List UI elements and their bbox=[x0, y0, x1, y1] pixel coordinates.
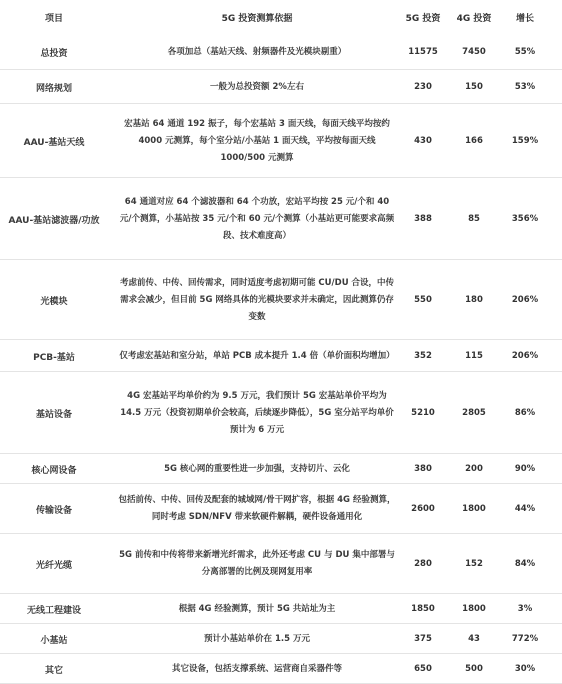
table-row bbox=[0, 178, 562, 260]
row-4g-investment: 152 bbox=[465, 559, 483, 569]
row-5g-investment: 230 bbox=[414, 82, 432, 92]
header-4g: 4G 投资 bbox=[456, 13, 492, 24]
table-header bbox=[0, 0, 562, 34]
row-basis: 包括前传、中传、回传及配套的城域网/骨干网扩容，根据 4G 经验测算，同时考虑 SDN/NFV 带来软硬件解耦，硬件设备通用化 bbox=[118, 495, 396, 522]
row-growth: 30% bbox=[514, 664, 536, 674]
row-item: AAU-基站天线 bbox=[23, 137, 85, 148]
row-basis: 64 通道对应 64 个滤波器和 64 个功放，宏站平均按 25 元/个和 40 元/个测算，小基站按 35 元/个和 60 元/个测算（小基站更可能要求高频段、技术难度高） bbox=[119, 196, 395, 241]
row-5g-investment: 430 bbox=[414, 136, 432, 146]
row-growth: 772% bbox=[511, 634, 539, 644]
row-5g-investment: 650 bbox=[414, 664, 432, 674]
header-basis: 5G 投资测算依据 bbox=[221, 13, 293, 24]
table-row bbox=[0, 454, 562, 484]
row-5g-investment: 550 bbox=[414, 295, 432, 305]
row-growth: 84% bbox=[514, 559, 536, 569]
row-item: 光纤光缆 bbox=[35, 560, 72, 571]
row-item: 传输设备 bbox=[35, 505, 72, 516]
row-4g-investment: 180 bbox=[465, 295, 483, 305]
row-4g-investment: 200 bbox=[465, 464, 483, 474]
row-growth: 44% bbox=[514, 504, 536, 514]
row-growth: 206% bbox=[511, 351, 539, 361]
row-4g-investment: 500 bbox=[465, 664, 483, 674]
row-item: 核心网设备 bbox=[31, 465, 77, 476]
table-row bbox=[0, 70, 562, 104]
row-5g-investment: 5210 bbox=[411, 408, 435, 418]
row-basis: 宏基站 64 通道 192 振子，每个宏基站 3 面天线，每面天线平均按约 4000 元测算，每个室分站/小基站 1 面天线，平均按每面天线 1000/500 元测算 bbox=[124, 118, 390, 163]
row-item: AAU-基站滤波器/功放 bbox=[8, 215, 100, 226]
row-item: 总投资 bbox=[40, 48, 68, 59]
row-growth: 86% bbox=[514, 408, 536, 418]
row-5g-investment: 2600 bbox=[411, 504, 435, 514]
row-basis: 仅考虑宏基站和室分站，单站 PCB 成本提升 1.4 倍（单价面积均增加） bbox=[119, 350, 395, 361]
row-item: 其它 bbox=[44, 665, 63, 676]
row-5g-investment: 280 bbox=[414, 559, 432, 569]
row-basis: 一般为总投资额 2%左右 bbox=[210, 81, 304, 92]
table-row bbox=[0, 104, 562, 178]
table-row bbox=[0, 260, 562, 340]
table-row bbox=[0, 534, 562, 594]
row-growth: 55% bbox=[514, 47, 536, 57]
table-row bbox=[0, 594, 562, 624]
row-5g-investment: 388 bbox=[414, 214, 432, 224]
row-4g-investment: 115 bbox=[465, 351, 483, 361]
row-4g-investment: 1800 bbox=[462, 504, 486, 514]
row-item: 基站设备 bbox=[35, 409, 72, 420]
row-basis: 5G 前传和中传将带来新增光纤需求，此外还考虑 CU 与 DU 集中部署与分离部署的比例及现网复用率 bbox=[119, 550, 395, 577]
row-growth: 53% bbox=[514, 82, 536, 92]
row-4g-investment: 166 bbox=[465, 136, 483, 146]
row-growth: 356% bbox=[511, 214, 539, 224]
row-4g-investment: 7450 bbox=[462, 47, 486, 57]
row-item: PCB-基站 bbox=[33, 352, 75, 363]
header-growth: 增长 bbox=[515, 13, 534, 24]
row-4g-investment: 85 bbox=[468, 214, 480, 224]
row-5g-investment: 375 bbox=[414, 634, 432, 644]
table-row bbox=[0, 654, 562, 684]
row-item: 无线工程建设 bbox=[26, 605, 81, 616]
table-row bbox=[0, 624, 562, 654]
row-basis: 考虑前传、中传、回传需求，同时适度考虑初期可能 CU/DU 合设，中传需求会减少，但目前 5G 网络具体的光模块要求并未确定，因此测算仍存变数 bbox=[119, 277, 395, 322]
row-basis: 各项加总（基站天线、射频器件及光模块剔重） bbox=[167, 46, 347, 57]
row-basis: 根据 4G 经验测算，预计 5G 共站址为主 bbox=[178, 603, 336, 614]
table-row bbox=[0, 372, 562, 454]
table-row bbox=[0, 34, 562, 70]
row-growth: 3% bbox=[517, 604, 533, 614]
row-basis: 5G 核心网的重要性进一步加强，支持切片、云化 bbox=[164, 463, 350, 474]
row-5g-investment: 1850 bbox=[411, 604, 435, 614]
row-item: 光模块 bbox=[40, 296, 68, 307]
row-5g-investment: 352 bbox=[414, 351, 432, 361]
row-4g-investment: 43 bbox=[468, 634, 480, 644]
row-4g-investment: 1800 bbox=[462, 604, 486, 614]
row-4g-investment: 150 bbox=[465, 82, 483, 92]
row-basis: 预计小基站单价在 1.5 万元 bbox=[204, 633, 310, 644]
header-item: 项目 bbox=[44, 13, 63, 24]
table-row bbox=[0, 484, 562, 534]
row-basis: 其它设备，包括支撑系统、运营商自采器件等 bbox=[171, 663, 342, 674]
table-row bbox=[0, 340, 562, 372]
row-4g-investment: 2805 bbox=[462, 408, 486, 418]
header-5g: 5G 投资 bbox=[405, 13, 441, 24]
row-5g-investment: 380 bbox=[414, 464, 432, 474]
row-growth: 90% bbox=[514, 464, 536, 474]
row-basis: 4G 宏基站平均单价约为 9.5 万元，我们预计 5G 宏基站单价平均为 14.5 万元（投资初期单价会较高，后续逐步降低），5G 室分站平均单价预计为 6 万元 bbox=[120, 390, 394, 435]
row-5g-investment: 11575 bbox=[408, 47, 438, 57]
row-item: 网络规划 bbox=[35, 83, 72, 94]
row-growth: 206% bbox=[511, 295, 539, 305]
row-growth: 159% bbox=[511, 136, 539, 146]
row-item: 小基站 bbox=[40, 635, 68, 646]
